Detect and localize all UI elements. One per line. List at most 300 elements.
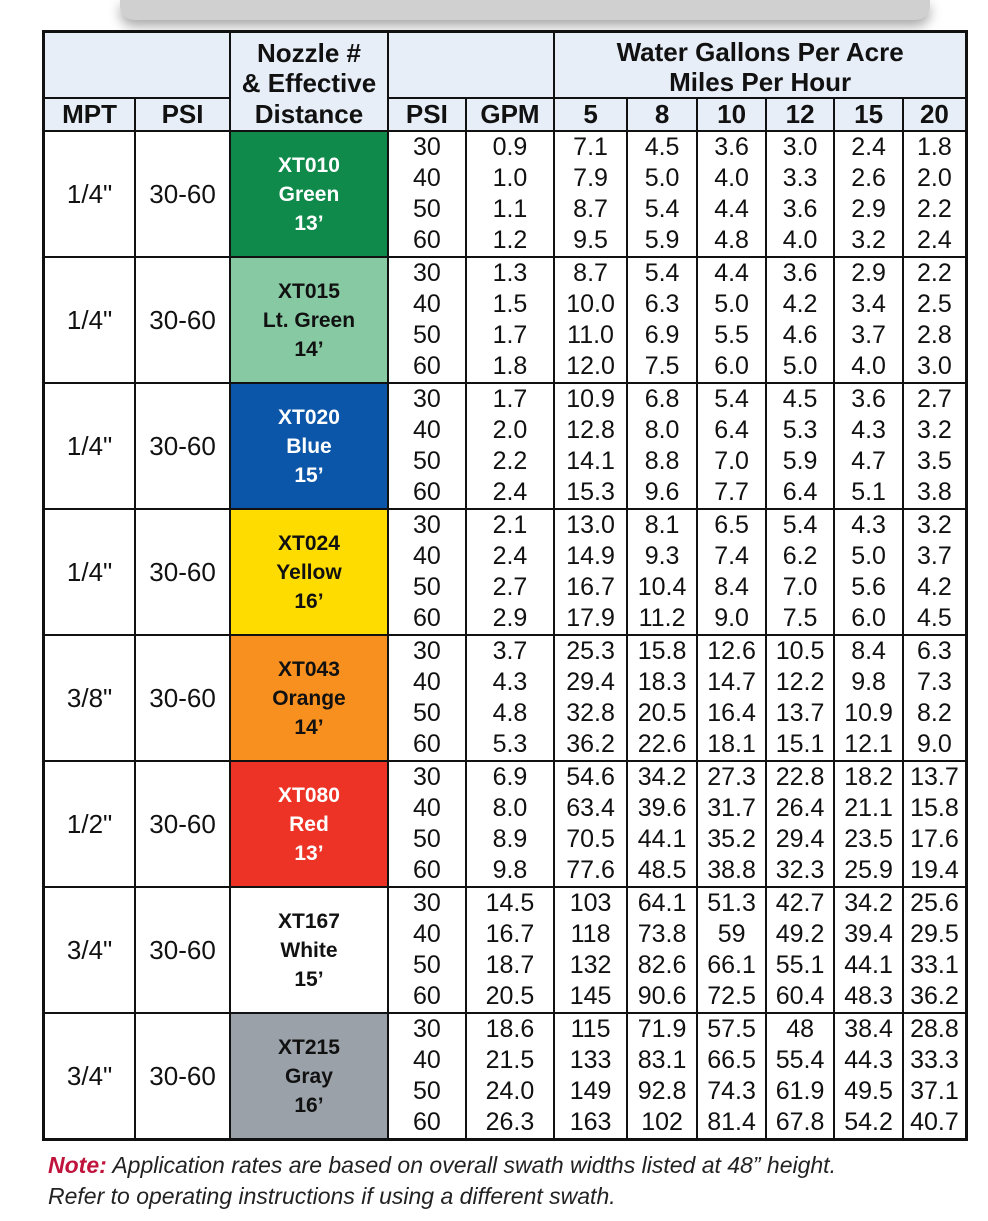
value-column-cell [554,257,627,383]
value-column-cell [388,1013,466,1140]
table-value: 8.4 [851,637,886,665]
table-value: 60 [412,730,441,758]
col-psi-operating: PSI [388,98,466,131]
value-column-cell [627,635,698,761]
table-value: 7.4 [714,542,749,570]
table-value: 3.5 [917,447,952,475]
table-value: 66.1 [707,951,756,979]
table-value: 5.4 [644,259,680,287]
table-value: 6.5 [714,511,749,539]
nozzle-code: XT015 [278,279,340,303]
table-value: 4.8 [714,226,749,254]
mpt-cell: 1/2" [44,761,136,887]
table-value: 3.7 [851,321,886,349]
table-value: 10.5 [775,637,825,665]
value-column-cell [627,509,698,635]
table-value: 15.8 [637,637,687,665]
table-value: 11.2 [638,604,686,632]
nozzle-code: XT010 [278,153,340,177]
table-value: 0.9 [492,133,528,161]
table-value: 30 [412,133,441,161]
table-value: 40 [412,920,441,948]
table-value: 40 [412,794,441,822]
nozzle-distance: 16’ [294,589,324,613]
psi-range-cell: 30-60 [135,257,230,383]
value-column-cell [834,257,903,383]
table-value: 8.1 [644,511,680,539]
table-value: 4.3 [492,668,528,696]
value-column-cell [697,635,766,761]
table-value: 82.6 [637,951,687,979]
value-column-cell [627,761,698,887]
table-value: 4.8 [492,699,528,727]
table-value: 18.1 [707,730,756,758]
value-column-cell [466,635,555,761]
table-value: 70.5 [566,825,615,853]
table-value: 23.5 [844,825,893,853]
table-value: 34.2 [844,889,893,917]
value-column-cell [766,761,835,887]
value-column-cell [627,257,698,383]
table-value: 30 [412,763,441,791]
value-column-cell [697,761,766,887]
col-distance: Distance [230,98,388,131]
table-value: 2.1 [492,511,528,539]
table-value: 5.4 [714,385,749,413]
table-value: 30 [412,259,441,287]
table-value: 4.5 [917,604,952,632]
nozzle-group-row [44,887,967,1013]
value-column-cell [766,509,835,635]
table-value: 5.6 [851,573,886,601]
nozzle-distance: 13’ [294,211,324,235]
table-value: 14.7 [707,668,756,696]
table-value: 92.8 [637,1077,687,1105]
table-value: 50 [412,195,441,223]
nozzle-color-name: Yellow [276,560,342,584]
table-value: 3.0 [917,352,952,380]
table-value: 6.8 [644,385,680,413]
table-value: 20.5 [485,982,535,1010]
table-value: 2.8 [917,321,952,349]
table-value: 4.0 [851,352,886,380]
table-value: 2.2 [917,195,952,223]
nozzle-distance: 14’ [294,337,324,361]
table-value: 48.5 [637,856,687,884]
table-value: 3.2 [917,511,952,539]
table-value: 3.4 [851,290,886,318]
mpt-cell: 3/4" [44,1013,136,1140]
table-value: 5.9 [644,226,680,254]
table-value: 3.2 [917,416,952,444]
table-value: 28.8 [910,1015,959,1043]
value-column-cell [466,257,555,383]
mpt-cell: 3/8" [44,635,136,761]
table-value: 5.1 [851,478,886,506]
mpt-cell: 1/4" [44,383,136,509]
table-value: 5.5 [714,321,749,349]
table-value: 6.0 [714,352,749,380]
col-gpm: GPM [466,98,555,131]
value-column-cell [554,1013,627,1140]
table-value: 2.0 [917,164,952,192]
table-value: 7.9 [573,164,608,192]
psi-range-cell: 30-60 [135,635,230,761]
table-value: 12.0 [566,352,615,380]
nozzle-distance: 14’ [294,715,324,739]
nozzle-color-name: Green [278,182,340,206]
nozzle-header-line1: Nozzle # [256,37,361,68]
table-value: 44.1 [637,825,687,853]
table-value: 133 [569,1046,612,1074]
value-column-cell [554,635,627,761]
table-value: 30 [412,385,441,413]
table-value: 12.8 [566,416,615,444]
table-value: 59 [717,920,746,948]
water-header-line2: Miles Per Hour [669,67,852,97]
table-value: 5.0 [644,164,680,192]
table-value: 55.1 [775,951,825,979]
table-value: 10.9 [566,385,615,413]
table-value: 3.6 [851,385,886,413]
col-mpt: MPT [44,98,136,131]
table-value: 17.6 [910,825,959,853]
table-value: 5.3 [492,730,528,758]
table-value: 16.7 [485,920,535,948]
value-column-cell [388,383,466,509]
table-value: 30 [412,1015,441,1043]
table-value: 14.1 [566,447,615,475]
nozzle-swatch [230,887,388,1013]
table-value: 5.9 [782,447,818,475]
nozzle-header [230,32,388,99]
table-value: 8.8 [644,447,680,475]
table-value: 6.4 [714,416,749,444]
note-line1: Application rates are based on overall swath widths listed at 48” height. [106,1152,836,1178]
nozzle-code: XT020 [278,405,340,429]
table-value: 40 [412,164,441,192]
table-value: 51.3 [707,889,756,917]
table-value: 77.6 [566,856,615,884]
header-blank-left [44,32,230,99]
table-value: 40.7 [910,1108,959,1136]
value-column-cell [834,509,903,635]
nozzle-group-row [44,131,967,257]
nozzle-swatch [230,761,388,887]
mpt-cell: 1/4" [44,257,136,383]
table-value: 48 [786,1015,814,1043]
table-value: 37.1 [910,1077,959,1105]
col-speed-20: 20 [903,98,967,131]
nozzle-code: XT080 [278,783,340,807]
col-speed-8: 8 [627,98,698,131]
value-column-cell [766,383,835,509]
value-column-cell [466,1013,555,1140]
water-header-line1: Water Gallons Per Acre [616,37,904,67]
table-value: 33.1 [910,951,959,979]
table-value: 2.9 [851,259,886,287]
table-value: 21.5 [485,1046,535,1074]
table-value: 2.4 [492,542,528,570]
table-value: 50 [412,573,441,601]
table-value: 4.3 [851,416,886,444]
table-value: 60 [412,478,441,506]
table-value: 49.5 [844,1077,893,1105]
mpt-cell: 1/4" [44,131,136,257]
table-value: 27.3 [707,763,756,791]
psi-range-cell: 30-60 [135,383,230,509]
value-column-cell [903,1013,967,1140]
table-value: 7.5 [644,352,680,380]
table-value: 8.0 [492,794,528,822]
col-speed-15: 15 [834,98,903,131]
table-value: 35.2 [707,825,756,853]
nozzle-code: XT215 [278,1035,340,1059]
table-value: 6.4 [782,478,818,506]
nozzle-group-row [44,383,967,509]
table-value: 7.5 [782,604,818,632]
table-value: 4.6 [782,321,818,349]
table-value: 32.3 [775,856,825,884]
nozzle-swatch [230,635,388,761]
value-column-cell [834,131,903,257]
value-column-cell [834,635,903,761]
table-value: 3.0 [782,133,818,161]
table-value: 83.1 [637,1046,687,1074]
table-value: 24.0 [485,1077,535,1105]
value-column-cell [388,635,466,761]
table-value: 34.2 [637,763,687,791]
table-value: 26.4 [775,794,825,822]
value-column-cell [697,383,766,509]
table-value: 25.3 [566,637,615,665]
header-blank-middle [388,32,554,99]
footnote [48,1150,836,1212]
nozzle-color-name: Blue [286,434,332,458]
table-value: 4.4 [714,195,749,223]
table-value: 9.0 [714,604,749,632]
table-value: 2.4 [851,133,886,161]
value-column-cell [766,887,835,1013]
table-value: 36.2 [566,730,615,758]
nozzle-code: XT167 [278,909,340,933]
table-value: 1.8 [917,133,952,161]
table-value: 20.5 [637,699,687,727]
table-value: 30 [412,637,441,665]
table-value: 118 [570,920,611,948]
value-column-cell [627,131,698,257]
table-value: 1.7 [492,385,528,413]
table-value: 50 [412,321,441,349]
value-column-cell [697,257,766,383]
table-value: 3.8 [917,478,952,506]
table-value: 3.7 [492,637,528,665]
table-value: 30 [412,889,441,917]
value-column-cell [627,1013,698,1140]
table-value: 9.6 [644,478,680,506]
table-value: 13.7 [910,763,959,791]
col-speed-12: 12 [766,98,835,131]
table-value: 36.2 [910,982,959,1010]
table-value: 2.9 [492,604,528,632]
table-value: 50 [412,825,441,853]
nozzle-distance: 16’ [294,1093,324,1117]
table-value: 163 [569,1108,612,1136]
table-value: 13.7 [775,699,825,727]
table-value: 4.5 [782,385,818,413]
mpt-cell: 3/4" [44,887,136,1013]
value-column-cell [554,887,627,1013]
table-value: 5.0 [782,352,818,380]
table-value: 14.9 [566,542,615,570]
table-value: 2.7 [917,385,952,413]
table-value: 31.7 [707,794,756,822]
value-column-cell [388,509,466,635]
mpt-cell: 1/4" [44,509,136,635]
value-column-cell [554,383,627,509]
table-value: 49.2 [775,920,825,948]
table-value: 1.2 [492,226,528,254]
table-value: 22.6 [637,730,687,758]
table-value: 2.6 [851,164,886,192]
table-value: 15.1 [775,730,825,758]
value-column-cell [466,761,555,887]
table-value: 60 [412,856,441,884]
table-value: 8.0 [644,416,680,444]
table-value: 63.4 [566,794,615,822]
value-column-cell [834,761,903,887]
table-value: 4.4 [714,259,749,287]
table-value: 16.4 [707,699,756,727]
psi-range-cell: 30-60 [135,1013,230,1140]
value-column-cell [697,131,766,257]
table-value: 26.3 [485,1108,535,1136]
table-value: 4.0 [714,164,749,192]
table-value: 1.3 [492,259,528,287]
table-value: 1.5 [492,290,528,318]
table-value: 6.2 [782,542,818,570]
table-value: 4.3 [851,511,886,539]
table-value: 60 [412,226,441,254]
table-value: 8.9 [492,825,528,853]
value-column-cell [903,257,967,383]
nozzle-group-row [44,761,967,887]
value-column-cell [697,1013,766,1140]
nozzle-swatch [230,257,388,383]
table-value: 12.2 [775,668,825,696]
value-column-cell [697,509,766,635]
nozzle-color-name: Orange [272,686,346,710]
table-value: 4.2 [782,290,818,318]
nozzle-color-name: Gray [285,1064,333,1088]
table-value: 54.6 [566,763,615,791]
table-value: 6.9 [492,763,528,791]
nozzle-color-name: Lt. Green [262,308,356,332]
nozzle-swatch [230,131,388,257]
table-value: 48.3 [844,982,893,1010]
table-value: 18.3 [637,668,687,696]
psi-range-cell: 30-60 [135,887,230,1013]
table-value: 18.6 [485,1015,535,1043]
table-value: 10.9 [844,699,893,727]
value-column-cell [466,887,555,1013]
table-body [44,131,967,1140]
table-value: 60 [412,604,441,632]
nozzle-color-name: White [280,938,338,962]
psi-range-cell: 30-60 [135,761,230,887]
table-value: 32.8 [566,699,615,727]
table-value: 73.8 [637,920,687,948]
value-column-cell [466,383,555,509]
table-value: 60 [412,1108,441,1136]
table-value: 12.6 [707,637,756,665]
table-value: 66.5 [707,1046,756,1074]
table-value: 40 [412,1046,441,1074]
table-value: 9.8 [492,856,528,884]
table-value: 42.7 [775,889,825,917]
nozzle-swatch [230,1013,388,1140]
nozzle-distance: 13’ [294,841,324,865]
table-value: 44.3 [844,1046,893,1074]
table-value: 8.7 [573,259,608,287]
table-value: 103 [569,889,612,917]
table-value: 6.3 [644,290,680,318]
table-value: 5.0 [714,290,749,318]
table-value: 16.7 [566,573,615,601]
value-column-cell [627,383,698,509]
value-column-cell [554,761,627,887]
table-value: 4.7 [851,447,886,475]
table-value: 3.3 [782,164,818,192]
table-value: 3.6 [782,195,818,223]
nozzle-group-row [44,635,967,761]
col-psi: PSI [135,98,230,131]
table-value: 7.1 [573,133,608,161]
table-value: 50 [412,699,441,727]
table-value: 1.0 [492,164,528,192]
value-column-cell [554,131,627,257]
table-value: 6.3 [917,637,952,665]
table-value: 29.4 [566,668,615,696]
table-value: 7.7 [714,478,749,506]
table-value: 81.4 [707,1108,756,1136]
table-value: 7.3 [917,668,952,696]
table-value: 15.8 [910,794,959,822]
nozzle-group-row [44,1013,967,1140]
table-value: 5.4 [644,195,680,223]
table-value: 30 [412,511,441,539]
table-value: 2.2 [492,447,528,475]
table-value: 39.4 [844,920,893,948]
table-value: 14.5 [485,889,535,917]
nozzle-distance: 15’ [294,463,324,487]
value-column-cell [388,887,466,1013]
table-value: 72.5 [707,982,756,1010]
table-value: 6.9 [644,321,680,349]
table-value: 25.9 [844,856,893,884]
value-column-cell [388,761,466,887]
table-value: 10.0 [566,290,615,318]
table-value: 90.6 [637,982,687,1010]
table-value: 67.8 [775,1108,825,1136]
table-value: 115 [570,1015,611,1043]
table-value: 102 [641,1108,683,1136]
table-value: 11.0 [567,321,614,349]
table-value: 74.3 [707,1077,756,1105]
table-value: 57.5 [707,1015,756,1043]
value-column-cell [834,383,903,509]
table-value: 9.5 [573,226,608,254]
